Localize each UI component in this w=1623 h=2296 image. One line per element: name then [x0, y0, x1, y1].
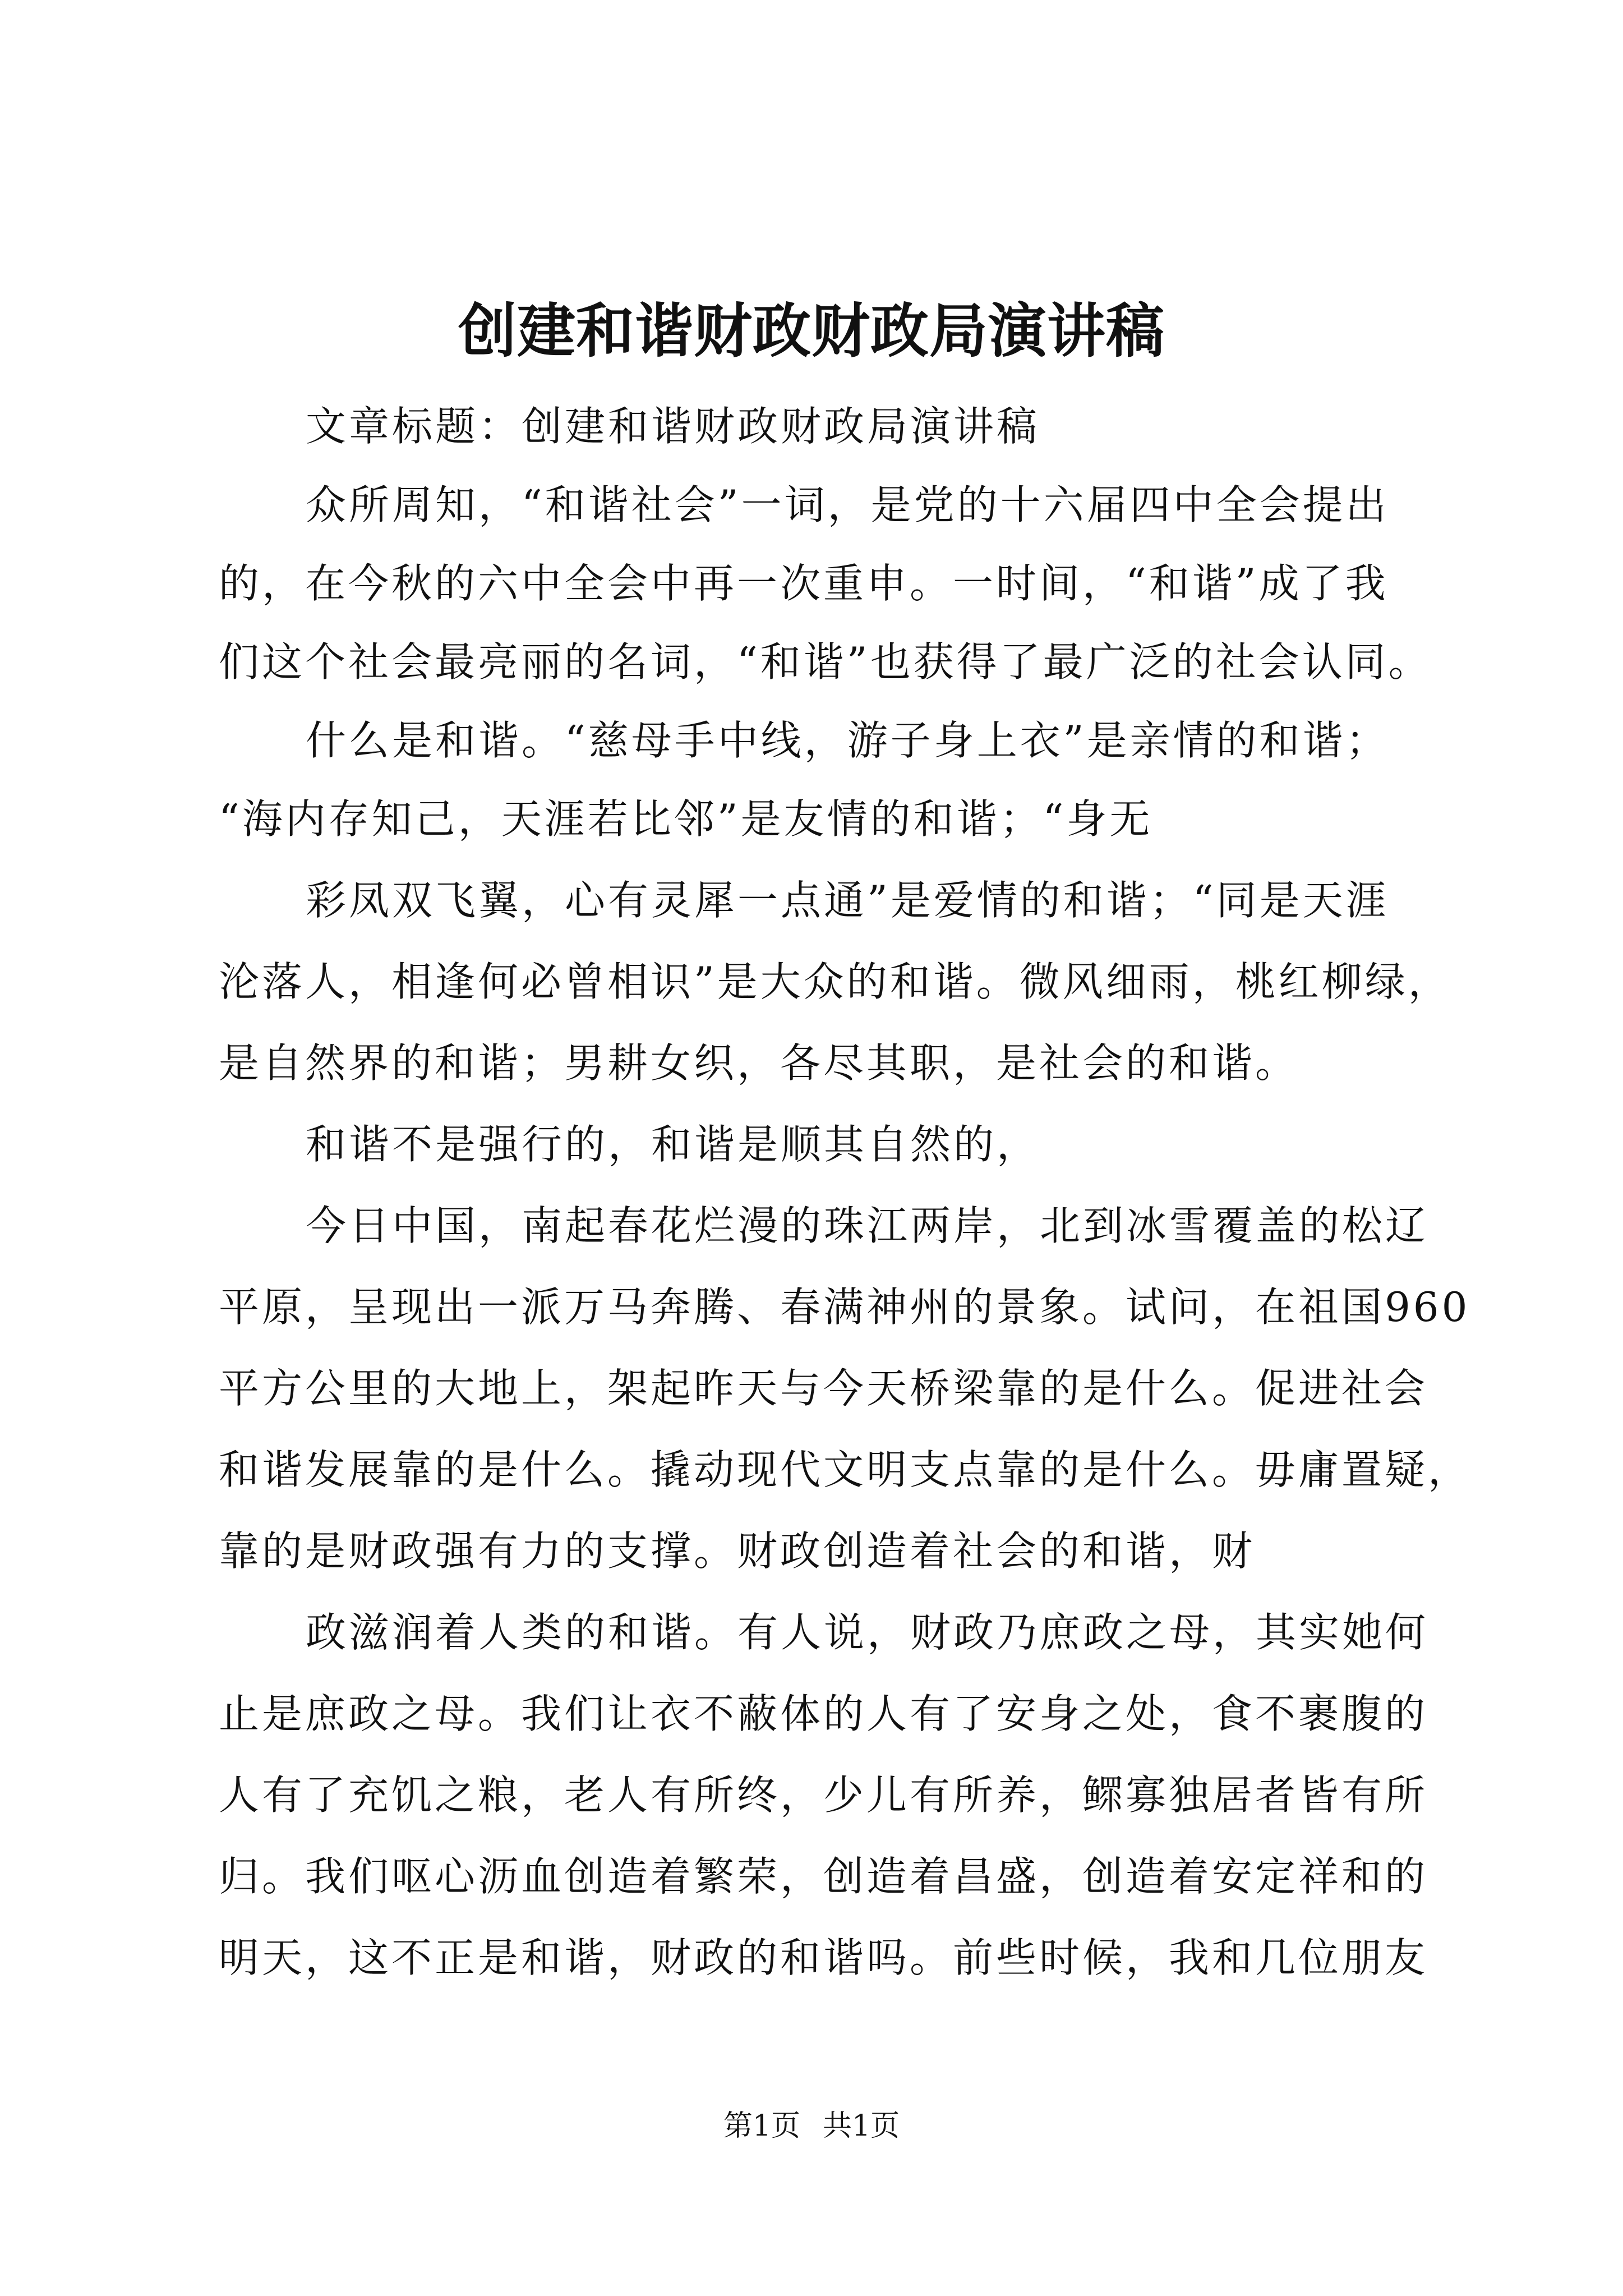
page-number-total: 共1页 — [823, 2109, 900, 2143]
body-line: 什么是和谐。“慈母手中线，游子身上衣”是亲情的和谐； — [306, 717, 1389, 764]
body-line: “海内存知己，天涯若比邻”是友情的和谐；“身无 — [219, 795, 1153, 843]
body-line: 是自然界的和谐；男耕女织，各尽其职，是社会的和谐。 — [219, 1039, 1299, 1087]
body-line: 止是庶政之母。我们让衣不蔽体的人有了安身之处，食不裹腹的 — [219, 1690, 1428, 1737]
body-line: 和谐不是强行的，和谐是顺其自然的， — [306, 1121, 1040, 1168]
body-line: 们这个社会最亮丽的名词，“和谐”也获得了最广泛的社会认同。 — [219, 638, 1432, 685]
page-number-current: 第1页 — [723, 2109, 800, 2143]
body-line: 归。我们呕心沥血创造着繁荣，创造着昌盛，创造着安定祥和的 — [219, 1853, 1428, 1900]
body-line: 靠的是财政强有力的支撑。财政创造着社会的和谐，财 — [219, 1527, 1256, 1575]
body-line: 平原，呈现出一派万马奔腾、春满神州的景象。试问，在祖国960 — [219, 1283, 1470, 1331]
body-line: 和谐发展靠的是什么。撬动现代文明支点靠的是什么。毋庸置疑， — [219, 1446, 1472, 1493]
document-title: 创建和谐财政财政局演讲稿 — [458, 296, 1165, 365]
body-line: 彩凤双飞翼，心有灵犀一点通”是爱情的和谐；“同是天涯 — [306, 877, 1389, 924]
body-line: 今日中国，南起春花烂漫的珠江两岸，北到冰雪覆盖的松辽 — [306, 1202, 1429, 1249]
body-line: 众所周知，“和谐社会”一词，是党的十六届四中全会提出 — [306, 481, 1389, 528]
body-line: 明天，这不正是和谐，财政的和谐吗。前些时候，我和几位朋友 — [219, 1934, 1428, 1981]
body-line: 文章标题：创建和谐财政财政局演讲稿 — [306, 403, 1040, 450]
body-line: 沦落人，相逢何必曾相识”是大众的和谐。微风细雨，桃红柳绿， — [219, 958, 1451, 1005]
body-line: 政滋润着人类的和谐。有人说，财政乃庶政之母，其实她何 — [306, 1609, 1429, 1656]
body-line: 人有了充饥之粮，老人有所终，少儿有所养，鳏寡独居者皆有所 — [219, 1772, 1428, 1819]
body-line: 的，在今秋的六中全会中再一次重申。一时间，“和谐”成了我 — [219, 560, 1389, 607]
body-line: 平方公里的大地上，架起昨天与今天桥梁靠的是什么。促进社会 — [219, 1365, 1428, 1412]
page-footer — [0, 2106, 1623, 2146]
